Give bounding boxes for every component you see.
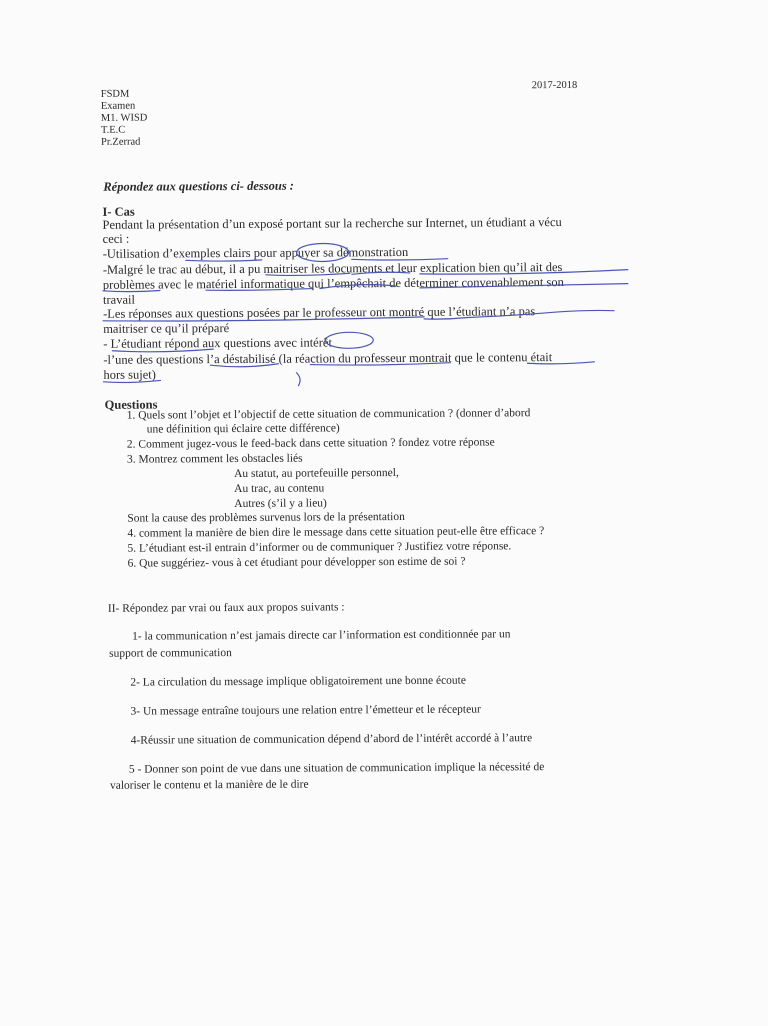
question-subitem: Autres (s’il y a lieu) [234, 497, 327, 511]
question-subitem: Au trac, au contenu [234, 482, 325, 496]
header-professor: Pr.Zerrad [100, 136, 141, 148]
header-exam: Examen [100, 100, 136, 112]
case-line: -Malgré le trac au début, il a pu maitriser les documents et leur explication bien qu’il ait des [102, 260, 563, 277]
statement-item: 2- La circulation du message implique obligatoirement une bonne écoute [130, 674, 467, 689]
statement-item: 5 - Donner son point de vue dans une situation de communication implique la nécessité de [128, 761, 545, 776]
case-line: travail [102, 292, 135, 307]
case-line: ceci : [102, 231, 130, 246]
question-item: 6. Que suggériez- vous à cet étudiant pour développer son estime de soi ? [127, 555, 466, 570]
question-item: 4. comment la manière de bien dire le message dans cette situation peut-elle être efficace ? [127, 525, 545, 540]
section1-title: I- Cas [102, 204, 135, 219]
section2-title: II- Répondez par vrai ou faux aux propos suivants : [107, 601, 345, 615]
statement-item: 4-Réussir une situation de communication dépend d’abord de l’intérêt accordé à l’autre [130, 732, 533, 747]
question-item: 2. Comment jugez-vous le feed-back dans cette situation ? fondez votre réponse [126, 436, 495, 451]
header-year: 2017-2018 [531, 79, 578, 92]
statement-item: 3- Un message entraîne toujours une relation entre l’émetteur et le récepteur [130, 703, 481, 718]
question-item: Sont la cause des problèmes survenus lors de la présentation [127, 510, 405, 525]
question-subitem: Au statut, au portefeuille personnel, [234, 467, 399, 481]
questions-title: Questions [104, 397, 158, 412]
question-item: 3. Montrez comment les obstacles liés [126, 452, 303, 466]
circle-mark [325, 332, 373, 348]
question-item: 1. Quels sont l’objet et l’objectif de cette situation de communication ? (donner d’abord [126, 407, 531, 422]
header-school: FSDM [100, 88, 130, 100]
case-line: -Utilisation d’exemples clairs pour appuyer sa démonstration [102, 244, 409, 261]
case-line: hors sujet) [103, 367, 156, 382]
statement-item: 1- la communication n’est jamais directe car l’information est conditionnée par un [132, 628, 511, 643]
case-line: -l’une des questions l’a déstabilisé (la réaction du professeur montrait que le contenu était [103, 350, 553, 367]
case-line: - L’étudiant répond aux questions avec intérêt [103, 335, 332, 351]
statement-item: support de communication [109, 647, 232, 660]
question-item: 5. L’étudiant est-il entrain d’informer ou de communiquer ? Justifiez votre réponse. [127, 540, 512, 555]
question-item: une définition qui éclaire cette différence) [146, 422, 340, 436]
case-line: problèmes avec le matériel informatique qui l’empêchait de déterminer convenablement son [102, 274, 564, 292]
case-line: maitriser ce qu’il préparé [103, 321, 230, 336]
case-line: Pendant la présentation d’un exposé portant sur la recherche sur Internet, un étudiant a vécu [102, 215, 562, 232]
statement-item: valoriser le contenu et la manière de le dire [109, 778, 309, 792]
case-line: -Les réponses aux questions posées par le professeur ont montré que l’étudiant n’a pas [103, 304, 536, 321]
underline-mark [296, 373, 300, 386]
header-course: T.E.C [100, 124, 126, 136]
header-class: M1. WISD [100, 112, 148, 124]
instruction: Répondez aux questions ci- dessous : [103, 178, 294, 194]
